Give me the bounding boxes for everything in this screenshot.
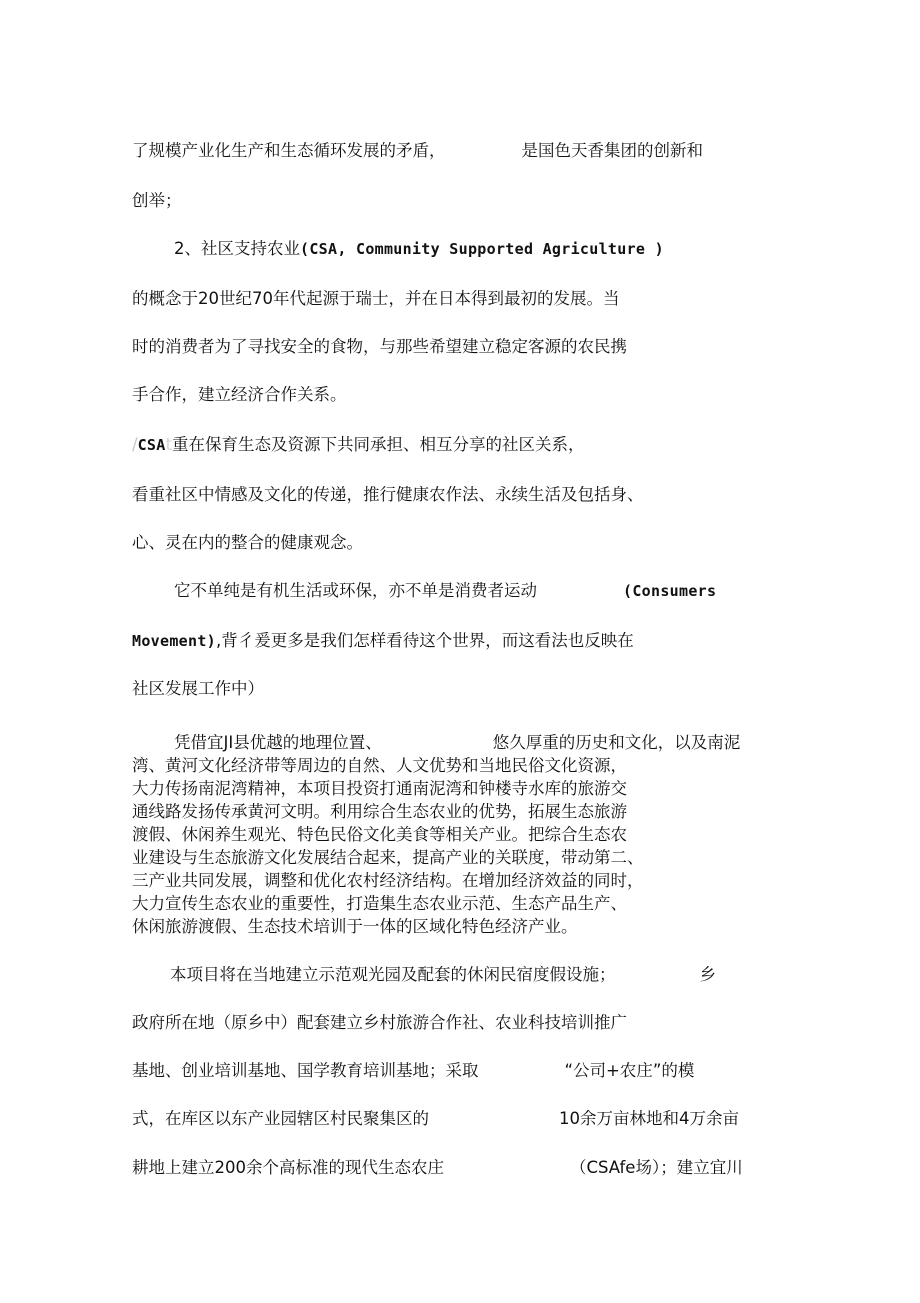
text-line: 大力宣传生态农业的重要性，打造集生态农业示范、生态产品生产、 xyxy=(132,894,627,913)
text-line: 通线路发扬传承黄河文明。利用综合生态农业的优势，拓展生态旅游 xyxy=(132,802,627,821)
text-line xyxy=(132,434,585,456)
text-line: 三产业共同发展，调整和优化农村经济结构。在增加经济效益的同时， xyxy=(132,871,644,890)
stray-mark: t xyxy=(165,435,173,454)
text-line: 心、灵在内的整合的健康观念。 xyxy=(132,533,363,552)
text-segment: 本项目将在当地建立示范观光园及配套的休闲民宿度假设施； xyxy=(170,965,616,984)
text-segment: 乡 xyxy=(699,965,716,984)
text-segment: 耕地上建立200余个高标准的现代生态农庄 xyxy=(132,1158,444,1177)
text-line xyxy=(132,1108,739,1130)
text-line: 创举； xyxy=(132,191,182,210)
text-line: 渡假、休闲养生观光、特色民俗文化美食等相关产业。把综合生态农 xyxy=(132,825,627,844)
text-line xyxy=(132,140,703,162)
text-segment: （CSAfe场）；建立宜川 xyxy=(570,1158,743,1177)
text-line xyxy=(132,1157,743,1179)
text-line xyxy=(170,964,716,986)
text-segment: 是国色天香集团的创新和 xyxy=(521,141,703,160)
text-segment: 10余万亩林地和4万余亩 xyxy=(559,1109,739,1128)
text-line: 看重社区中情感及文化的传递，推行健康农作法、永续生活及包括身、 xyxy=(132,485,644,504)
text-line xyxy=(132,1060,694,1082)
text-line: 业建设与生态旅游文化发展结合起来，提高产业的关联度，带动第二、 xyxy=(132,848,644,867)
text-line xyxy=(174,580,716,602)
heading-csa xyxy=(174,238,664,260)
text-line xyxy=(174,732,740,754)
english-term: Movement) xyxy=(132,632,216,650)
text-line xyxy=(132,630,634,652)
text-line: 手合作，建立经济合作关系。 xyxy=(132,385,347,404)
stray-mark: / xyxy=(132,435,138,454)
text-segment: 了规模产业化生产和生态循环发展的矛盾， xyxy=(132,141,446,160)
text-line: 时的消费者为了寻找安全的食物，与那些希望建立稳定客源的农民携 xyxy=(132,337,627,356)
text-segment: 重在保育生态及资源下共同承担、相互分享的社区关系， xyxy=(172,435,585,454)
text-line: 休闲旅游渡假、生态技术培训于一体的区域化特色经济产业。 xyxy=(132,917,578,936)
csa-abbr: CSA xyxy=(137,436,166,454)
text-line: 大力传扬南泥湾精神，本项目投资打通南泥湾和钟楼寺水库的旅游交 xyxy=(132,779,627,798)
text-segment: 悠久厚重的历史和文化，以及南泥 xyxy=(492,733,741,752)
text-segment: 基地、创业培训基地、国学教育培训基地；采取 xyxy=(132,1061,479,1080)
text-line: 社区发展工作中） xyxy=(132,679,264,698)
text-line: 的概念于20世纪70年代起源于瑞士，并在日本得到最初的发展。当 xyxy=(132,289,620,308)
english-term: (Consumers xyxy=(623,582,717,600)
text-line: 湾、黄河文化经济带等周边的自然、人文优势和当地民俗文化资源， xyxy=(132,756,627,775)
text-segment: “公司+农庄”的模 xyxy=(564,1061,695,1080)
text-segment: 它不单纯是有机生活或环保，亦不单是消费者运动 xyxy=(174,581,537,600)
text-segment: 式，在库区以东产业园辖区村民聚集区的 xyxy=(132,1109,429,1128)
text-line: 政府所在地（原乡中）配套建立乡村旅游合作社、农业科技培训推广 xyxy=(132,1013,627,1032)
heading-english: (CSA, Community Supported Agriculture ) xyxy=(300,240,664,258)
text-segment: 凭借宜JI县优越的地理位置、 xyxy=(174,733,382,752)
heading-number: 2、社区支持农业 xyxy=(174,239,300,258)
text-segment: ,背彳爰更多是我们怎样看待这个世界，而这看法也反映在 xyxy=(215,631,634,650)
